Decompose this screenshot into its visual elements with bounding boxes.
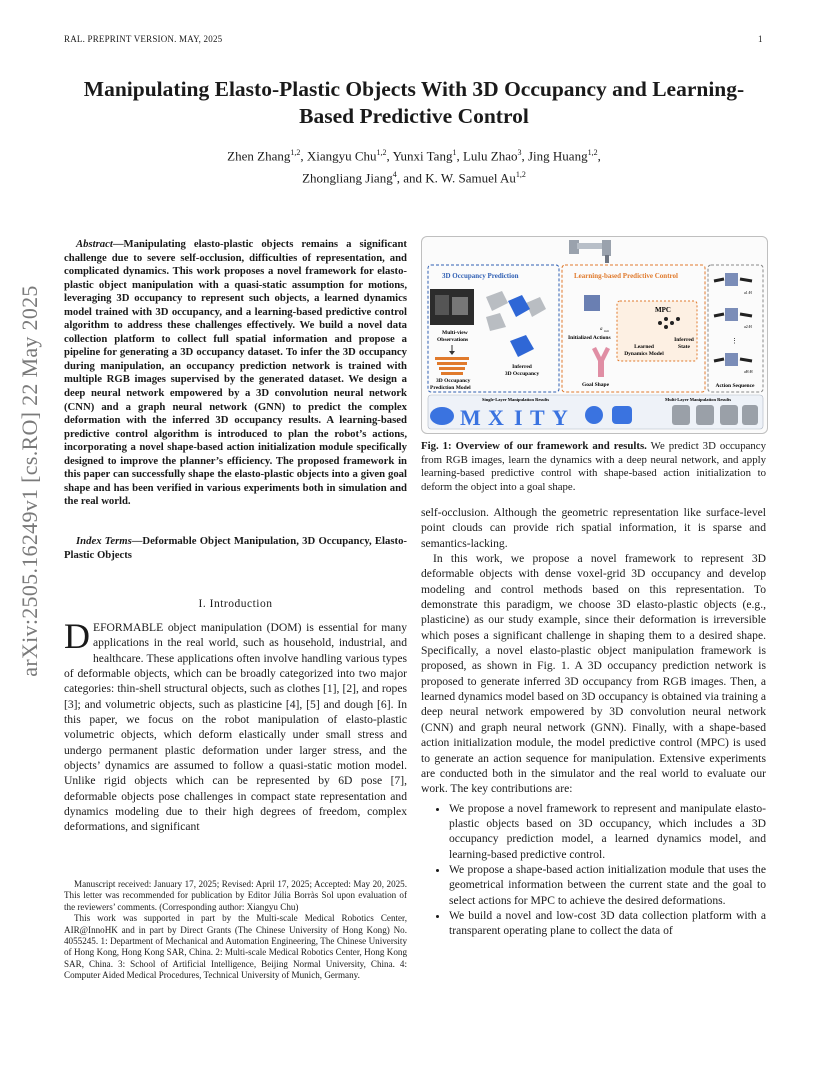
author-name: Jing Huang	[527, 148, 588, 164]
occupancy-model-icon	[435, 357, 469, 375]
author-name: Lulu Zhao	[462, 148, 518, 164]
panel-right-title: Learning-based Predictive Control	[574, 272, 678, 280]
author-affiliation: 1,2	[515, 170, 526, 180]
contribution-item: • We build a novel and low-cost 3D data collection platform with a transparent operating plane to collect the data of	[449, 908, 766, 939]
svg-text:aH:H: aH:H	[744, 369, 753, 374]
svg-text:T: T	[530, 405, 545, 430]
svg-text:X: X	[488, 405, 504, 430]
author-name: Yunxi Tang	[392, 148, 453, 164]
author-affiliation: 1,2	[376, 148, 387, 157]
author-name: K. W. Samuel Au	[425, 170, 516, 186]
observation-blob	[486, 291, 508, 311]
footnote-support: This work was supported in part by the Multi-scale Medical Robotics Center, AIR@InnoHK and in part by Direct Grants (The Chinese University of Hong Kong) No. 4055245. 1: Department of Mechanical and Automation Engineering, The Chinese University of Hong Kong, Hong Kong SAR, China. 2: Multi-scale Medical Robotics Center, Hong Kong SAR, China. 3: School of Artificial Intelligence, Beijing Normal University, China. 4: Computer Aided Medical Procedures, Technical University of Munich, Germany.	[64, 913, 407, 981]
right-column	[421, 505, 766, 939]
svg-text:3D OccupancyPrediction Model: 3D Occupancy Prediction Model	[430, 378, 471, 391]
paragraph-continued: self-occlusion. Although the geometric representation like surface-level point clouds can provide rich spatial information, it is sparse and semantics-lacking.	[421, 506, 766, 550]
paragraph-this-work: In this work, we propose a novel framework to represent 3D deformable objects with dense voxel-grid 3D occupancy and develop modeling and control methods based on this representation. To demonstrate this paradigm, we choose 3D elasto-plastic objects (e.g., plasticine) as our study example, since their deformation is irreversible which poses a significant challenge in shaping them to a desired shape. Specifically, a novel elasto-plastic object manipulation framework is proposed, as shown in Fig. 1. A 3D occupancy prediction network is proposed to generate inferred 3D occupancy from RGB images. Then, a learned dynamics model based on 3D occupancy is obtained via training a deep neural network empowered by 3D convolution neural network (CNN) and graph neural network (GNN). Finally, with a shape-based action initialization module, the model predictive control (MPC) is used to generate an action sequence for manipulation. Extensive experiments are conducted both in the simulator and the real world to evaluate our work. The key contributions are:	[421, 552, 766, 796]
author-name: Xiangyu Chu	[306, 148, 377, 164]
inferred-occupancy-shape	[508, 295, 530, 317]
index-terms-text: —Deformable Object Manipulation, 3D Occupancy, Elasto-Plastic Objects	[64, 535, 407, 561]
author-affiliation: 1,2	[587, 148, 598, 157]
contribution-item: • We propose a shape-based action initialization module that uses the geometrical information between the current state and the goal to select actions for MPC to achieve the desired deformations.	[449, 862, 766, 908]
figure-overview	[421, 236, 768, 434]
contribution-list	[421, 801, 766, 939]
drop-cap: D	[64, 616, 90, 656]
author-affiliation: 1,2	[290, 148, 301, 157]
svg-text:a1:H: a1:H	[744, 290, 752, 295]
voxel-cube-icon	[584, 295, 600, 311]
abstract-text: —Manipulating elasto-plastic objects remains a significant challenge due to severe self-occlusion, difficulties of representation, and complicated dynamics. This work proposes a novel framework for elasto-plastic object manipulation with a quasi-static assumption for motions, leveraging 3D occupancy to represent such objects, a learned dynamics model trained with 3D occupancy, and a learning-based predictive control algorithm to address these challenges effectively. We build a novel data collection platform to collect full spatial information and propose a pipeline for generating a 3D occupancy dataset. To infer the 3D occupancy during manipulation, an occupancy prediction network is trained with multiple RGB images supervised by the generated dataset. We design a deep neural network empowered by a 3D convolution neural network (CNN) and a graph neural network (GNN) to predict the complex deformation with the inferred 3D occupancy results. A learning-based predictive control algorithm is introduced to plan the robot’s actions, incorporating a novel shape-based action initialization module specifically designed to improve the planner’s efficiency. The proposed framework in this paper can successfully shape the elasto-plastic objects into a given goal shape and has been verified in various experiments both in simulation and the real world.	[64, 238, 407, 508]
paper-title: Manipulating Elasto-Plastic Objects With 3D Occupancy and Learning-Based Predictive Control	[83, 77, 745, 128]
svg-text:a: a	[600, 327, 603, 332]
author-name: Zhen Zhang	[227, 148, 291, 164]
svg-text:M: M	[460, 405, 481, 430]
author-list: Zhen Zhang$^{1,2}$, Xiangyu Chu$^{1,2}$, Yunxi Tang$^1$, Lulu Zhao$^3$, Jing Huang$^{1,2}$, Zhongliang Jiang$^4$, and K. W. Samuel Au$^{1,2}$	[227, 148, 601, 186]
abstract	[64, 238, 407, 509]
svg-text:Y: Y	[552, 405, 568, 430]
goal-shape-icon	[592, 347, 610, 377]
goal-shape-label: Goal Shape	[582, 382, 610, 388]
author-affiliation: 4	[392, 170, 397, 180]
action-sequence-label: Action Sequence	[715, 383, 755, 389]
figure-diagram	[422, 237, 767, 433]
index-terms-label: Index Terms	[76, 535, 132, 547]
contribution-item: • We propose a novel framework to represent and manipulate elasto-plastic objects based on 3D occupancy, which includes a 3D occupancy prediction model, a learned dynamics model, and learning-based predictive control.	[449, 801, 766, 862]
author-affiliation: 3	[517, 148, 522, 157]
mpc-label: MPC	[655, 306, 671, 314]
robot-arm-icon	[569, 240, 611, 263]
footnote-manuscript: Manuscript received: January 17, 2025; Revised: April 17, 2025; Accepted: May 20, 2025. This letter was recommended for publication by Editor Júlia Borràs Sol upon evaluation of the reviewers’ comments. (Corresponding author: Xiangyu Chu)	[64, 879, 407, 912]
arxiv-stamp: arXiv:2505.16249v1 [cs.RO] 22 May 2025	[17, 285, 42, 677]
author-name: Zhongliang Jiang	[302, 170, 393, 186]
index-terms	[64, 535, 407, 562]
caption-text: We predict 3D occupancy from RGB images, learn the dynamics with a deep neural network, and apply learning-based predictive control with shape-based action initialization to deform the object into a goal shape.	[421, 440, 766, 493]
svg-text:I: I	[514, 405, 523, 430]
abstract-label: Abstract	[76, 238, 113, 250]
intro-paragraph	[64, 616, 407, 835]
figure-caption	[421, 440, 766, 494]
svg-text:a2:H: a2:H	[744, 324, 752, 329]
svg-text:init: init	[604, 329, 609, 333]
svg-text:LearnedDynamics Model: Learned Dynamics Model	[624, 344, 664, 357]
running-header: RAL. PREPRINT VERSION. MAY, 2025	[64, 34, 223, 44]
svg-text:⋮: ⋮	[731, 337, 738, 345]
panel-left-title: 3D Occupancy Prediction	[442, 272, 519, 280]
initialized-actions-label: Initialized Actions	[568, 335, 611, 341]
svg-text:Inferred3D Occupancy: Inferred 3D Occupancy	[504, 364, 540, 377]
multiview-label: Multi-view Observations	[437, 330, 469, 343]
section-heading: I. Introduction	[198, 598, 273, 610]
svg-text:InferredState: Inferred State	[674, 337, 694, 350]
page-number: 1	[758, 34, 763, 44]
caption-label: Fig. 1: Overview of our framework and results.	[421, 440, 647, 452]
footnotes	[64, 879, 407, 982]
intro-text: EFORMABLE object manipulation (DOM) is essential for many applications in the real world, such as household, industrial, and healthcare. These applications often involve handling various types of deformable objects, which can be broadly categorized into two major categories: thin-shell structural objects, such as clothes [1], [2], and ropes [3]; and volumetric objects, such as plasticine [4], [5] and dough [6]. In this paper, we focus on the robot manipulation of elasto-plastic volumetric objects, which deform elastically under small stress and undergo permanent plastic deformation under larger stress, and the objects’ dynamics are assumed to follow a quasi-static motion model. Unlike rigid objects which can be represented by 6D pose [7], deformable objects pose challenges in compact state representation and dynamics modeling due to their high degrees of freedom, complex deformations, and significant	[64, 621, 407, 834]
author-affiliation: 1	[452, 148, 457, 157]
single-layer-label: Single-Layer Manipulation Results	[482, 397, 550, 402]
multi-layer-label: Multi-Layer Manipulation Results	[665, 397, 732, 402]
